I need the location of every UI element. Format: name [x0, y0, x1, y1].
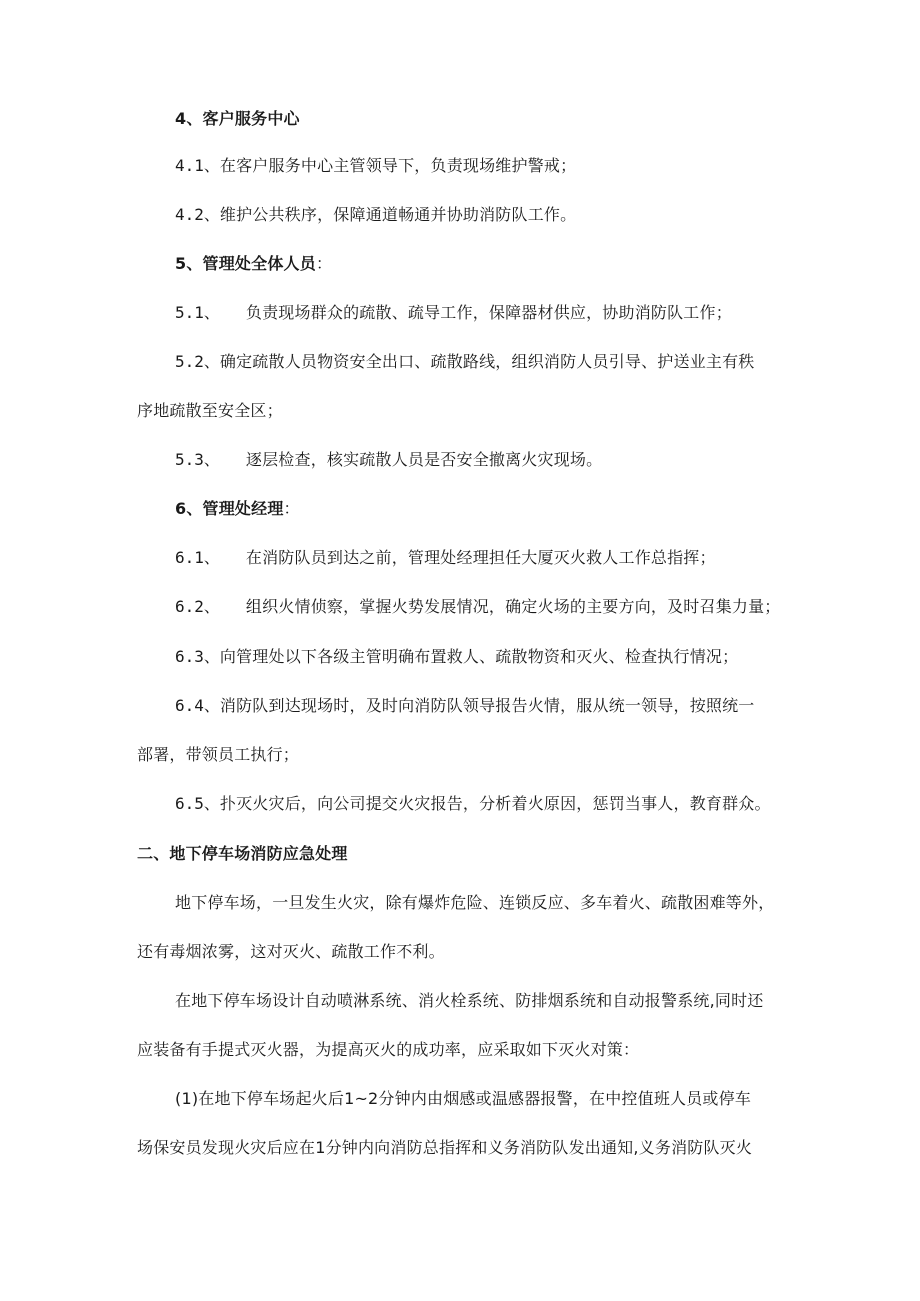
item-4-1 [175, 154, 576, 178]
paragraph-2-line-2: 应装备有手提式灭火器，为提高灭火的成功率，应采取如下灭火对策： [137, 1040, 640, 1059]
item-5-2-continuation: 序地疏散至安全区； [137, 401, 283, 420]
item-number: 6.3、 [175, 647, 220, 666]
item-text: 组织火情侦察，掌握火势发展情况，确定火场的主要方向，及时召集力量； [245, 597, 781, 616]
item-text: 逐层检查，核实疏散人员是否安全撤离火灾现场。 [245, 450, 603, 469]
item-number: 6.5、 [175, 794, 220, 813]
item-text: 维护公共秩序，保障通道畅通并协助消防队工作。 [219, 205, 577, 224]
paragraph-3-line-1: (1)在地下停车场起火后1~2分钟内由烟感或温感器报警，在中控值班人员或停车 [175, 1089, 752, 1108]
paragraph-3-line-2: 场保安员发现火灾后应在1分钟内向消防总指挥和义务消防队发出通知,义务消防队灭火 [137, 1138, 753, 1157]
section-4-heading: 4、客户服务中心 [175, 109, 300, 128]
item-number: 4.1、 [175, 156, 220, 175]
paragraph-1-line-2: 还有毒烟浓雾，这对灭火、疏散工作不利。 [137, 942, 445, 961]
item-6-4 [175, 694, 755, 718]
item-number: 5.3、 [175, 450, 220, 469]
item-4-2 [175, 203, 576, 227]
item-text: 消防队到达现场时，及时向消防队领导报告火情，服从统一领导，按照统一 [219, 696, 755, 715]
item-6-3 [175, 645, 738, 669]
item-6-1 [175, 546, 716, 570]
item-text: 在消防队员到达之前，管理处经理担任大厦灭火救人工作总指挥； [245, 548, 716, 567]
item-number: 5.1、 [175, 303, 220, 322]
item-number: 5.2、 [175, 352, 220, 371]
item-5-2 [175, 350, 755, 374]
item-number: 4.2、 [175, 205, 220, 224]
item-text: 确定疏散人员物资安全出口、疏散路线，组织消防人员引导、护送业主有秩 [219, 352, 755, 371]
paragraph-2-line-1: 在地下停车场设计自动喷淋系统、消火栓系统、防排烟系统和自动报警系统,同时还 [175, 991, 764, 1010]
section-5-heading-text: 5、管理处全体人员 [175, 254, 316, 273]
item-5-3 [175, 448, 602, 472]
item-text: 向管理处以下各级主管明确布置救人、疏散物资和灭火、检查执行情况； [219, 647, 739, 666]
section-5-heading [175, 252, 332, 276]
item-number: 6.4、 [175, 696, 220, 715]
item-6-4-continuation: 部署，带领员工执行； [137, 745, 300, 764]
item-number: 6.1、 [175, 548, 220, 567]
item-6-5 [175, 792, 771, 816]
item-text: 负责现场群众的疏散、疏导工作，保障器材供应，协助消防队工作； [245, 303, 732, 322]
section-6-heading-text: 6、管理处经理 [175, 499, 284, 518]
heading-colon: ： [283, 499, 300, 518]
heading-colon: ： [315, 254, 333, 273]
item-6-2 [175, 595, 781, 619]
item-text: 在客户服务中心主管领导下，负责现场维护警戒； [219, 156, 577, 175]
paragraph-1-line-1: 地下停车场，一旦发生火灾，除有爆炸危险、连锁反应、多车着火、疏散困难等外， [175, 893, 775, 912]
item-text: 扑灭火灾后，向公司提交火灾报告，分析着火原因，惩罚当事人，教育群众。 [219, 794, 771, 813]
section-2-heading: 二、地下停车场消防应急处理 [137, 844, 348, 863]
item-number: 6.2、 [175, 597, 220, 616]
section-6-heading [175, 497, 300, 521]
item-5-1 [175, 301, 732, 325]
